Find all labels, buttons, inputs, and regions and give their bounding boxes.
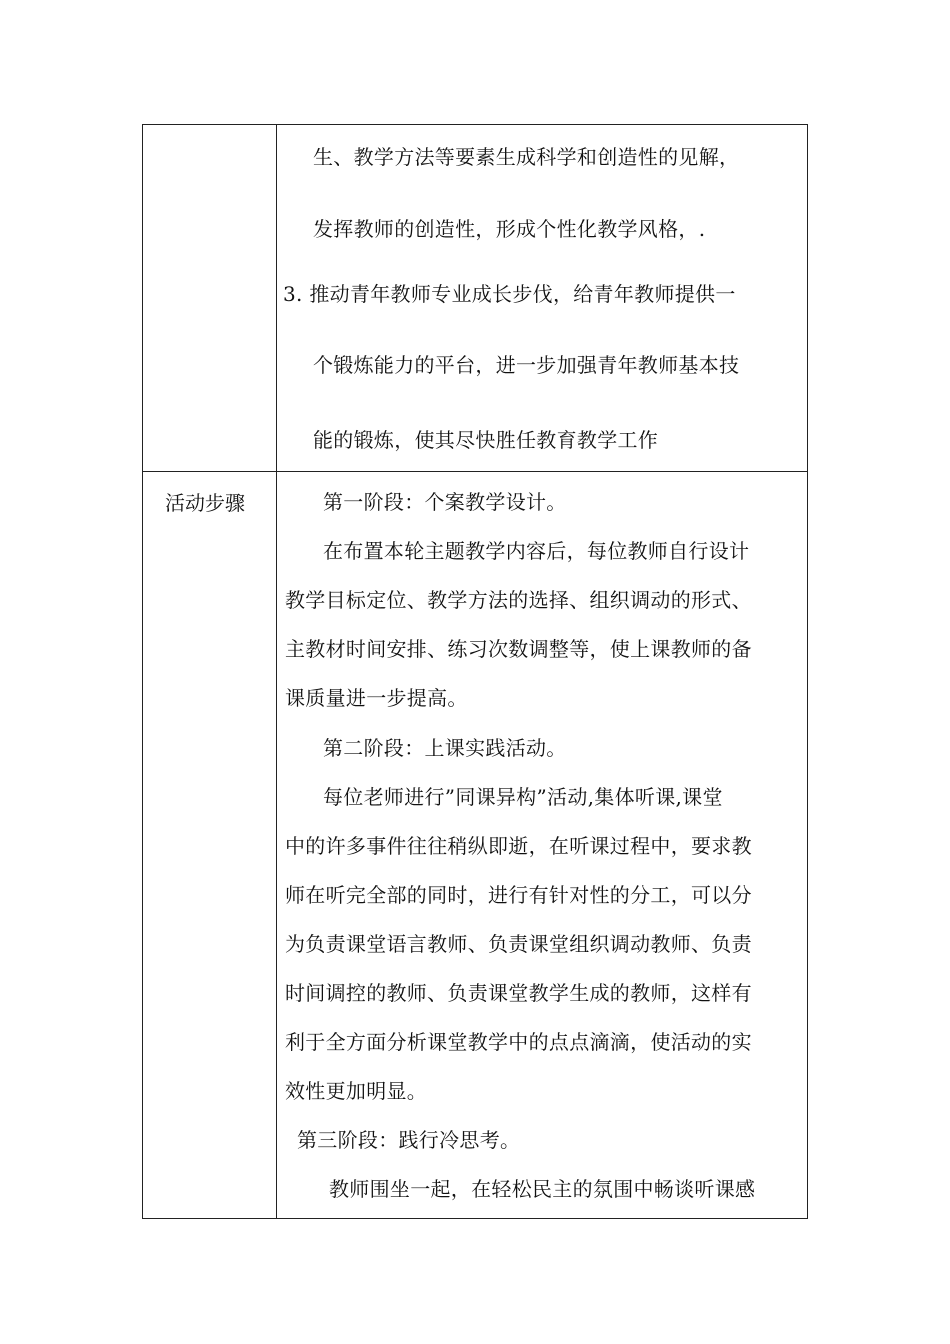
stage-heading: 第一阶段：个案教学设计。: [323, 490, 567, 514]
table-row-activity-steps: [143, 472, 807, 1218]
row-content-cell: [277, 472, 807, 1218]
content-line: 生、教学方法等要素生成科学和创造性的见解，: [313, 145, 740, 169]
stage-heading: 第二阶段：上课实践活动。: [323, 736, 567, 760]
content-line: 效性更加明显。: [285, 1079, 428, 1103]
content-line: 利于全方面分析课堂教学中的点点滴滴，使活动的实: [285, 1030, 752, 1054]
content-line: 中的许多事件往往稍纵即逝，在听课过程中，要求教: [285, 834, 752, 858]
content-line: 时间调控的教师、负责课堂教学生成的教师，这样有: [285, 981, 752, 1005]
content-line: 师在听完全部的同时，进行有针对性的分工，可以分: [285, 883, 752, 907]
content-line: 能的锻炼，使其尽快胜任教育教学工作: [313, 428, 659, 452]
content-line: 课质量进一步提高。: [285, 686, 468, 710]
content-line: 发挥教师的创造性，形成个性化教学风格，.: [313, 217, 706, 241]
row-label-cell: [143, 125, 277, 471]
table-row-objectives: [143, 125, 807, 472]
content-line: 个锻炼能力的平台，进一步加强青年教师基本技: [313, 353, 740, 377]
content-line: 每位老师进行”同课异构”活动,集体听课,课堂: [323, 785, 723, 809]
row-label-cell: [143, 472, 277, 1218]
content-line: 3. 推动青年教师专业成长步伐，给青年教师提供一: [283, 282, 736, 306]
stage-heading: 第三阶段：践行冷思考。: [297, 1128, 521, 1152]
row-content-cell: [277, 125, 807, 471]
row-label-activity-steps: 活动步骤: [165, 491, 245, 515]
content-line: 主教材时间安排、练习次数调整等，使上课教师的备: [285, 637, 752, 661]
content-line: 为负责课堂语言教师、负责课堂组织调动教师、负责: [285, 932, 752, 956]
content-line: 教学目标定位、教学方法的选择、组织调动的形式、: [285, 588, 752, 612]
content-line: 教师围坐一起，在轻松民主的氛围中畅谈听课感: [329, 1177, 756, 1201]
document-table: [142, 124, 808, 1219]
content-line: 在布置本轮主题教学内容后，每位教师自行设计: [323, 539, 750, 563]
